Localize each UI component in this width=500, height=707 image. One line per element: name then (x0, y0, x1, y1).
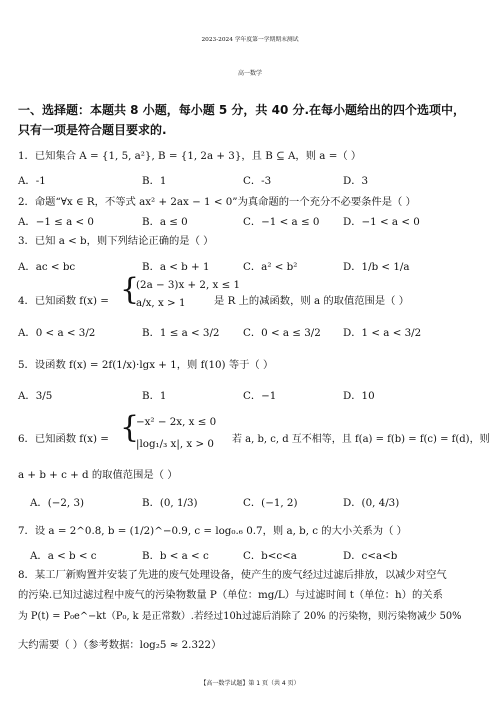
question-4-stem-pre: 4．已知函数 f(x) = (18, 295, 109, 307)
q6-case-2: |log₁/₃ x|, x > 0 (136, 438, 214, 450)
q3-option-b: B．a < b + 1 (142, 261, 210, 273)
question-8-line3: 为 P(t) = P₀e^−kt（P₀, k 是正常数）.若经过10h过滤后消除了 20% 的污染物，则污染物减少 50% (18, 611, 462, 622)
question-8-line1: 8．某工厂新购置并安装了先进的废气处理设备，使产生的废气经过过滤后排放，以减少对空气 (18, 569, 447, 581)
q2-option-a: A．−1 ≤ a < 0 (18, 216, 94, 228)
section-heading-line2: 只有一项是符合题目要求的. (18, 123, 167, 137)
q7-option-d: D．c<a<b (343, 550, 398, 562)
q6-option-b: B．(0, 1/3) (142, 497, 198, 509)
question-6-stem-post: 若 a, b, c, d 互不相等，且 f(a) = f(b) = f(c) = f(d)，则 (232, 434, 490, 445)
q4-option-c: C．0 < a ≤ 3/2 (243, 327, 321, 339)
question-1-stem: 1．已知集合 A = {1, 5, a²}, B = {1, 2a + 3}，且 B ⊆ A，则 a =（ ） (18, 150, 362, 162)
q7-option-a: A．a < b < c (30, 550, 97, 562)
q6-option-a: A．(−2, 3) (30, 497, 85, 509)
q1-option-c: C．-3 (243, 175, 272, 187)
q6-case-1: −x² − 2x, x ≤ 0 (136, 416, 217, 428)
q3-option-c: C．a² < b² (243, 261, 298, 273)
q6-option-c: C．(−1, 2) (243, 497, 298, 509)
q3-option-d: D．1/b < 1/a (343, 261, 410, 273)
question-6-stem-line2: a + b + c + d 的取值范围是（ ） (18, 469, 178, 481)
q7-option-b: B．b < a < c (142, 550, 209, 562)
question-7-stem: 7．设 a = 2^0.8, b = (1/2)^−0.9, c = log₀.₆ 0.7，则 a, b, c 的大小关系为（ ） (18, 525, 407, 537)
q6-option-d: D．(0, 4/3) (343, 497, 400, 509)
q2-option-d: D．−1 < a < 0 (343, 216, 420, 228)
q3-option-a: A．ac < bc (18, 261, 76, 273)
q5-option-a: A．3/5 (18, 390, 53, 402)
q2-option-c: C．−1 < a ≤ 0 (243, 216, 320, 228)
q4-option-a: A．0 < a < 3/2 (18, 327, 96, 339)
q1-option-a: A．-1 (18, 175, 46, 187)
question-3-stem: 3．已知 a < b，则下列结论正确的是（ ） (18, 235, 214, 247)
q4-option-b: B．1 ≤ a < 3/2 (142, 327, 220, 339)
section-heading-line1: 一、选择题：本题共 8 小题，每小题 5 分，共 40 分.在每小题给出的四个选项中， (18, 103, 466, 117)
q2-option-b: B．a ≤ 0 (142, 216, 188, 228)
q7-option-c: C．b<c<a (243, 550, 297, 562)
question-5-stem: 5．设函数 f(x) = 2f(1/x)·lgx + 1，则 f(10) 等于（ ） (18, 359, 274, 371)
exam-title: 2023-2024 学年度第一学期期末测试 (201, 37, 299, 43)
q5-option-b: B．1 (142, 390, 167, 402)
subject-title: 高一数学 (237, 70, 262, 77)
q6-brace: { (120, 410, 140, 445)
q5-option-c: C．−1 (243, 390, 277, 402)
q4-case-1: (2a − 3)x + 2, x ≤ 1 (136, 279, 241, 291)
q4-case-2: a/x, x > 1 (136, 297, 186, 309)
question-2-stem: 2．命题“∀x ∈ R，不等式 ax² + 2ax − 1 < 0”为真命题的一个充分不必要条件是（ ） (18, 196, 416, 208)
q1-option-d: D．3 (343, 175, 369, 187)
question-8-line4: 大约需要（ ）（参考数据：log₂5 ≈ 2.322） (18, 639, 222, 651)
q4-brace: { (120, 272, 140, 307)
question-4-stem-post: 是 R 上的减函数，则 a 的取值范围是（ ） (214, 295, 410, 307)
question-8-line2: 的污染.已知过滤过程中废气的污染物数量 P（单位：mg/L）与过滤时间 t（单位：h）的关系 (18, 589, 443, 601)
q5-option-d: D．10 (343, 390, 375, 402)
page-footer: 【高一数学试题】第 1 页（共 4 页） (200, 680, 300, 687)
q4-option-d: D．1 < a < 3/2 (343, 327, 422, 339)
q1-option-b: B．1 (142, 175, 167, 187)
question-6-stem-pre: 6．已知函数 f(x) = (18, 433, 109, 445)
